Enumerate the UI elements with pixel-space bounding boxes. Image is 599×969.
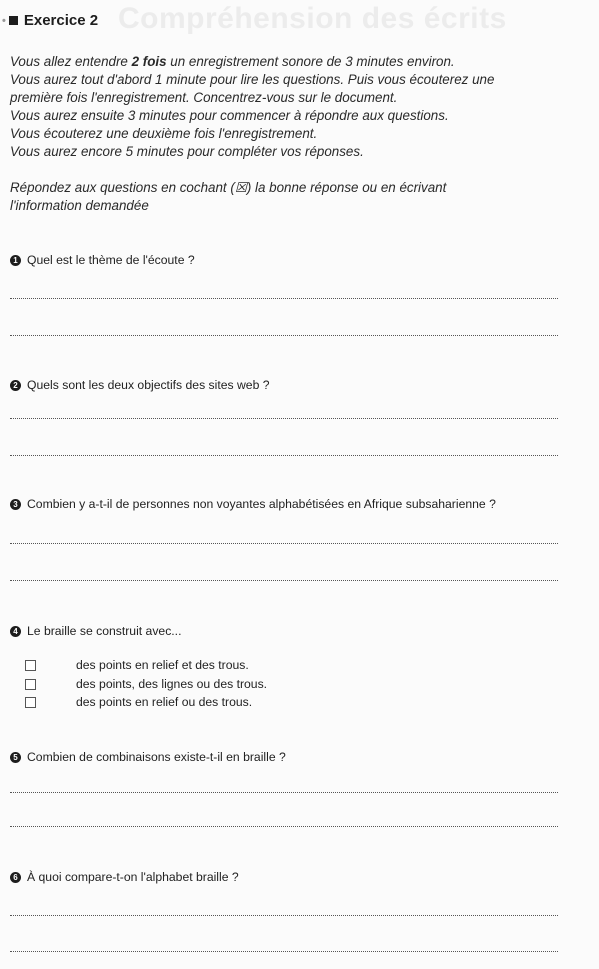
question-number-bullet: 6 bbox=[10, 872, 21, 883]
answer-line[interactable] bbox=[10, 915, 558, 916]
question-number-bullet: 3 bbox=[10, 499, 21, 510]
question-2 bbox=[10, 378, 270, 392]
instruction-line: Vous aurez tout d'abord 1 minute pour lire les questions. Puis vous écouterez une bbox=[10, 72, 495, 87]
question-3 bbox=[10, 497, 496, 511]
option-label: des points en relief ou des trous. bbox=[76, 695, 253, 709]
question-number-bullet: 1 bbox=[10, 255, 21, 266]
option-label: des points en relief et des trous. bbox=[76, 658, 249, 672]
square-bullet-icon bbox=[9, 16, 18, 25]
question-text: Quels sont les deux objectifs des sites web ? bbox=[27, 378, 270, 392]
instructions bbox=[10, 53, 595, 215]
question-number-bullet: 5 bbox=[10, 752, 21, 763]
answer-line[interactable] bbox=[10, 455, 558, 456]
question-5 bbox=[10, 750, 286, 764]
answer-option[interactable] bbox=[25, 695, 252, 709]
exercise-header bbox=[2, 12, 98, 29]
answer-line[interactable] bbox=[10, 335, 558, 336]
instruction-line: l'information demandée bbox=[10, 198, 149, 213]
answer-line[interactable] bbox=[10, 826, 558, 827]
answer-line[interactable] bbox=[10, 580, 558, 581]
question-1 bbox=[10, 253, 195, 267]
checkbox[interactable] bbox=[25, 679, 36, 690]
answer-line[interactable] bbox=[10, 792, 558, 793]
checkbox[interactable] bbox=[25, 697, 36, 708]
answer-option[interactable] bbox=[25, 658, 249, 672]
option-label: des points, des lignes ou des trous. bbox=[76, 677, 268, 691]
instruction-line: Vous aurez encore 5 minutes pour compléter vos réponses. bbox=[10, 144, 364, 159]
emphasis-text: 2 fois bbox=[131, 54, 167, 69]
question-text: Quel est le thème de l'écoute ? bbox=[27, 253, 195, 267]
question-text: Combien y a-t-il de personnes non voyantes alphabétisées en Afrique subsaharienne ? bbox=[27, 497, 496, 511]
instruction-line: Vous aurez ensuite 3 minutes pour commencer à répondre aux questions. bbox=[10, 108, 449, 123]
instruction-line: Vous allez entendre 2 fois un enregistrement sonore de 3 minutes environ. bbox=[10, 54, 455, 69]
question-text: Combien de combinaisons existe-t-il en braille ? bbox=[27, 750, 286, 764]
answer-line[interactable] bbox=[10, 418, 558, 419]
question-number-bullet: 4 bbox=[10, 626, 21, 637]
question-4 bbox=[10, 624, 181, 638]
instruction-line: Répondez aux questions en cochant (☒) la bonne réponse ou en écrivant bbox=[10, 180, 447, 195]
answer-line[interactable] bbox=[10, 298, 558, 299]
exercise-title: Exercice 2 bbox=[23, 12, 99, 29]
answer-option[interactable] bbox=[25, 677, 267, 691]
background-page-title: Compréhension des écrits bbox=[118, 2, 507, 35]
question-number-bullet: 2 bbox=[10, 380, 21, 391]
answer-line[interactable] bbox=[10, 543, 558, 544]
question-6 bbox=[10, 870, 239, 884]
question-text: Le braille se construit avec... bbox=[27, 624, 182, 638]
checkbox[interactable] bbox=[25, 660, 36, 671]
instruction-line: première fois l'enregistrement. Concentrez-vous sur le document. bbox=[10, 90, 398, 105]
answer-line[interactable] bbox=[10, 951, 558, 952]
dot-icon: • bbox=[2, 14, 6, 27]
instruction-line: Vous écouterez une deuxième fois l'enregistrement. bbox=[10, 126, 318, 141]
question-text: À quoi compare-t-on l'alphabet braille ? bbox=[27, 870, 239, 884]
